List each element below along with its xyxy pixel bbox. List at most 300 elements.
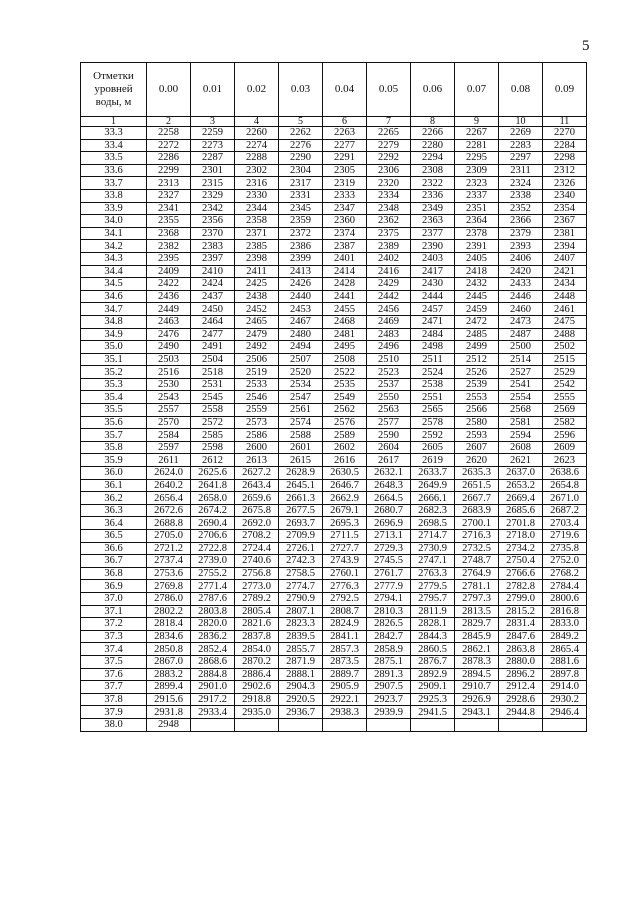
- table-row: [81, 404, 587, 417]
- table-row: [81, 492, 587, 505]
- header-cell: 0.04: [323, 63, 367, 117]
- value-cell: 2926.9: [455, 693, 499, 706]
- value-cell: 2719.6: [543, 530, 587, 543]
- value-cell: 2433: [499, 278, 543, 291]
- value-cell: 2274: [235, 139, 279, 152]
- value-cell: [235, 718, 279, 731]
- value-cell: 2852.4: [191, 643, 235, 656]
- value-cell: 2641.8: [191, 479, 235, 492]
- value-cell: 2421: [543, 265, 587, 278]
- value-cell: 2771.4: [191, 580, 235, 593]
- value-cell: 2534: [279, 378, 323, 391]
- value-cell: 2434: [543, 278, 587, 291]
- value-cell: 2390: [411, 240, 455, 253]
- value-cell: 2301: [191, 164, 235, 177]
- value-cell: 2729.3: [367, 542, 411, 555]
- value-cell: 2695.3: [323, 517, 367, 530]
- value-cell: 2619: [411, 454, 455, 467]
- value-cell: 2574: [279, 416, 323, 429]
- value-cell: 2329: [191, 189, 235, 202]
- value-cell: 2378: [455, 227, 499, 240]
- value-cell: 2467: [279, 315, 323, 328]
- value-cell: 2794.1: [367, 592, 411, 605]
- value-cell: 2452: [235, 303, 279, 316]
- value-cell: 2661.3: [279, 492, 323, 505]
- value-cell: 2797.3: [455, 592, 499, 605]
- level-cell: 35.4: [81, 391, 147, 404]
- value-cell: 2755.2: [191, 567, 235, 580]
- table-row: [81, 189, 587, 202]
- value-cell: 2922.1: [323, 693, 367, 706]
- value-cell: 2713.1: [367, 530, 411, 543]
- value-cell: 2453: [279, 303, 323, 316]
- value-cell: 2273: [191, 139, 235, 152]
- value-cell: 2444: [411, 290, 455, 303]
- column-number-cell: 10: [499, 117, 543, 127]
- value-cell: 2901.0: [191, 681, 235, 694]
- header-cell: 0.01: [191, 63, 235, 117]
- value-cell: 2356: [191, 215, 235, 228]
- value-cell: 2280: [411, 139, 455, 152]
- value-cell: 2658.0: [191, 492, 235, 505]
- value-cell: 2463: [147, 315, 191, 328]
- value-cell: 2568: [499, 404, 543, 417]
- value-cell: 2441: [323, 290, 367, 303]
- value-cell: 2690.4: [191, 517, 235, 530]
- value-cell: 2803.8: [191, 605, 235, 618]
- value-cell: 2403: [411, 252, 455, 265]
- value-cell: 2352: [499, 202, 543, 215]
- value-cell: 2508: [323, 353, 367, 366]
- level-cell: 35.1: [81, 353, 147, 366]
- value-cell: 2389: [367, 240, 411, 253]
- value-cell: 2674.2: [191, 504, 235, 517]
- value-cell: 2910.7: [455, 681, 499, 694]
- value-cell: 2518: [191, 366, 235, 379]
- value-cell: 2842.7: [367, 630, 411, 643]
- value-cell: 2747.1: [411, 555, 455, 568]
- value-cell: 2494: [279, 341, 323, 354]
- value-cell: 2330: [235, 189, 279, 202]
- value-cell: 2333: [323, 189, 367, 202]
- value-cell: 2495: [323, 341, 367, 354]
- table-row: [81, 353, 587, 366]
- level-cell: 36.2: [81, 492, 147, 505]
- value-cell: 2527: [499, 366, 543, 379]
- value-cell: 2768.2: [543, 567, 587, 580]
- table-row: [81, 643, 587, 656]
- level-cell: 37.5: [81, 655, 147, 668]
- column-number-cell: 3: [191, 117, 235, 127]
- value-cell: 2557: [147, 404, 191, 417]
- level-cell: 38.0: [81, 718, 147, 731]
- value-cell: 2936.7: [279, 706, 323, 719]
- value-cell: 2742.3: [279, 555, 323, 568]
- value-cell: 2601: [279, 441, 323, 454]
- level-cell: 36.7: [81, 555, 147, 568]
- table-row: [81, 252, 587, 265]
- value-cell: 2615: [279, 454, 323, 467]
- value-cell: 2506: [235, 353, 279, 366]
- value-cell: 2267: [455, 127, 499, 140]
- value-cell: 2407: [543, 252, 587, 265]
- value-cell: 2808.7: [323, 605, 367, 618]
- value-cell: 2598: [191, 441, 235, 454]
- value-cell: 2554: [499, 391, 543, 404]
- value-cell: 2824.9: [323, 618, 367, 631]
- value-cell: 2776.3: [323, 580, 367, 593]
- value-cell: 2753.6: [147, 567, 191, 580]
- table-row: [81, 378, 587, 391]
- level-cell: 35.7: [81, 429, 147, 442]
- value-cell: 2364: [455, 215, 499, 228]
- value-cell: 2337: [455, 189, 499, 202]
- level-cell: 37.2: [81, 618, 147, 631]
- value-cell: 2580: [455, 416, 499, 429]
- value-cell: 2327: [147, 189, 191, 202]
- table-row: [81, 177, 587, 190]
- value-cell: 2894.5: [455, 668, 499, 681]
- header-cell: 0.06: [411, 63, 455, 117]
- value-cell: 2422: [147, 278, 191, 291]
- value-cell: 2375: [367, 227, 411, 240]
- value-cell: 2281: [455, 139, 499, 152]
- level-cell: 36.9: [81, 580, 147, 593]
- value-cell: 2935.0: [235, 706, 279, 719]
- value-cell: 2600: [235, 441, 279, 454]
- value-cell: 2401: [323, 252, 367, 265]
- value-cell: 2374: [323, 227, 367, 240]
- value-cell: 2849.2: [543, 630, 587, 643]
- column-number-row: [81, 117, 587, 127]
- value-cell: 2450: [191, 303, 235, 316]
- column-number-cell: 1: [81, 117, 147, 127]
- value-cell: 2553: [455, 391, 499, 404]
- value-cell: 2526: [455, 366, 499, 379]
- value-cell: 2727.7: [323, 542, 367, 555]
- value-cell: 2519: [235, 366, 279, 379]
- value-cell: 2424: [191, 278, 235, 291]
- table-row: [81, 479, 587, 492]
- value-cell: 2915.6: [147, 693, 191, 706]
- table-row: [81, 504, 587, 517]
- value-cell: [455, 718, 499, 731]
- level-cell: 34.8: [81, 315, 147, 328]
- value-cell: 2592: [411, 429, 455, 442]
- value-cell: 2386: [279, 240, 323, 253]
- value-cell: 2529: [543, 366, 587, 379]
- value-cell: 2693.7: [279, 517, 323, 530]
- value-cell: 2440: [279, 290, 323, 303]
- level-cell: 37.0: [81, 592, 147, 605]
- value-cell: 2492: [235, 341, 279, 354]
- value-cell: 2948: [147, 718, 191, 731]
- value-cell: 2437: [191, 290, 235, 303]
- value-cell: 2563: [367, 404, 411, 417]
- value-cell: 2578: [411, 416, 455, 429]
- value-cell: 2371: [235, 227, 279, 240]
- value-cell: 2876.7: [411, 655, 455, 668]
- value-cell: 2816.8: [543, 605, 587, 618]
- level-cell: 33.5: [81, 152, 147, 165]
- value-cell: 2886.4: [235, 668, 279, 681]
- header-cell: Отметки уровней воды, м: [81, 63, 147, 117]
- value-cell: 2545: [191, 391, 235, 404]
- value-cell: 2593: [455, 429, 499, 442]
- header-cell: 0.07: [455, 63, 499, 117]
- value-cell: 2341: [147, 202, 191, 215]
- value-cell: 2737.4: [147, 555, 191, 568]
- value-cell: 2782.8: [499, 580, 543, 593]
- value-cell: 2504: [191, 353, 235, 366]
- value-cell: 2391: [455, 240, 499, 253]
- value-cell: 2387: [323, 240, 367, 253]
- value-cell: 2460: [499, 303, 543, 316]
- level-cell: 36.5: [81, 530, 147, 543]
- page-number: 5: [582, 38, 590, 54]
- value-cell: 2543: [147, 391, 191, 404]
- value-cell: 2933.4: [191, 706, 235, 719]
- value-cell: 2834.6: [147, 630, 191, 643]
- value-cell: 2625.6: [191, 467, 235, 480]
- value-cell: 2259: [191, 127, 235, 140]
- level-cell: 36.4: [81, 517, 147, 530]
- value-cell: 2510: [367, 353, 411, 366]
- value-cell: 2624.0: [147, 467, 191, 480]
- value-cell: 2649.9: [411, 479, 455, 492]
- value-cell: 2358: [235, 215, 279, 228]
- value-cell: 2393: [499, 240, 543, 253]
- value-cell: 2790.9: [279, 592, 323, 605]
- value-cell: 2461: [543, 303, 587, 316]
- value-cell: 2769.8: [147, 580, 191, 593]
- table-row: [81, 202, 587, 215]
- value-cell: 2743.9: [323, 555, 367, 568]
- value-cell: 2847.6: [499, 630, 543, 643]
- value-cell: 2703.4: [543, 517, 587, 530]
- table-row: [81, 152, 587, 165]
- value-cell: 2904.3: [279, 681, 323, 694]
- value-cell: 2446: [499, 290, 543, 303]
- table-row: [81, 441, 587, 454]
- value-cell: 2664.5: [367, 492, 411, 505]
- value-cell: 2833.0: [543, 618, 587, 631]
- value-cell: 2313: [147, 177, 191, 190]
- column-number-cell: 11: [543, 117, 587, 127]
- column-number-cell: 9: [455, 117, 499, 127]
- value-cell: 2555: [543, 391, 587, 404]
- value-cell: 2787.6: [191, 592, 235, 605]
- table-row: [81, 240, 587, 253]
- value-cell: 2774.7: [279, 580, 323, 593]
- table-row: [81, 454, 587, 467]
- value-cell: 2351: [455, 202, 499, 215]
- value-cell: 2763.3: [411, 567, 455, 580]
- level-cell: 34.3: [81, 252, 147, 265]
- value-cell: 2399: [279, 252, 323, 265]
- value-cell: 2306: [367, 164, 411, 177]
- value-cell: [411, 718, 455, 731]
- value-cell: 2784.4: [543, 580, 587, 593]
- value-cell: 2943.1: [455, 706, 499, 719]
- table-row: [81, 366, 587, 379]
- value-cell: 2475: [543, 315, 587, 328]
- value-cell: 2512: [455, 353, 499, 366]
- value-cell: 2802.2: [147, 605, 191, 618]
- header-cell: 0.09: [543, 63, 587, 117]
- value-cell: 2811.9: [411, 605, 455, 618]
- value-cell: 2616: [323, 454, 367, 467]
- value-cell: 2773.0: [235, 580, 279, 593]
- level-cell: 36.8: [81, 567, 147, 580]
- level-cell: 34.2: [81, 240, 147, 253]
- level-cell: 37.3: [81, 630, 147, 643]
- value-cell: 2818.4: [147, 618, 191, 631]
- value-cell: 2269: [499, 127, 543, 140]
- value-cell: 2531: [191, 378, 235, 391]
- value-cell: 2688.8: [147, 517, 191, 530]
- value-cell: 2485: [455, 328, 499, 341]
- value-cell: 2499: [455, 341, 499, 354]
- value-cell: 2465: [235, 315, 279, 328]
- value-cell: 2304: [279, 164, 323, 177]
- level-cell: 33.6: [81, 164, 147, 177]
- value-cell: 2481: [323, 328, 367, 341]
- value-cell: 2459: [455, 303, 499, 316]
- value-cell: 2617: [367, 454, 411, 467]
- value-cell: 2286: [147, 152, 191, 165]
- level-cell: 34.1: [81, 227, 147, 240]
- value-cell: 2756.8: [235, 567, 279, 580]
- table-row: [81, 303, 587, 316]
- value-cell: 2854.0: [235, 643, 279, 656]
- value-cell: [279, 718, 323, 731]
- value-cell: 2359: [279, 215, 323, 228]
- level-cell: 35.3: [81, 378, 147, 391]
- value-cell: 2535: [323, 378, 367, 391]
- value-cell: 2514: [499, 353, 543, 366]
- value-cell: 2685.6: [499, 504, 543, 517]
- level-cell: 37.6: [81, 668, 147, 681]
- column-number-cell: 4: [235, 117, 279, 127]
- value-cell: 2360: [323, 215, 367, 228]
- value-cell: 2878.3: [455, 655, 499, 668]
- value-cell: 2581: [499, 416, 543, 429]
- value-cell: 2272: [147, 139, 191, 152]
- value-cell: 2292: [367, 152, 411, 165]
- value-cell: 2604: [367, 441, 411, 454]
- value-cell: 2480: [279, 328, 323, 341]
- value-cell: 2416: [367, 265, 411, 278]
- level-cell: 36.1: [81, 479, 147, 492]
- value-cell: 2368: [147, 227, 191, 240]
- value-cell: 2813.5: [455, 605, 499, 618]
- level-cell: 37.1: [81, 605, 147, 618]
- value-cell: 2858.9: [367, 643, 411, 656]
- value-cell: 2370: [191, 227, 235, 240]
- value-cell: 2411: [235, 265, 279, 278]
- value-cell: 2721.2: [147, 542, 191, 555]
- table-row: [81, 517, 587, 530]
- level-cell: 33.8: [81, 189, 147, 202]
- value-cell: 2875.1: [367, 655, 411, 668]
- value-cell: 2584: [147, 429, 191, 442]
- value-cell: 2594: [499, 429, 543, 442]
- value-cell: 2748.7: [455, 555, 499, 568]
- value-cell: 2320: [367, 177, 411, 190]
- value-cell: 2656.4: [147, 492, 191, 505]
- value-cell: 2471: [411, 315, 455, 328]
- value-cell: 2917.2: [191, 693, 235, 706]
- value-cell: 2283: [499, 139, 543, 152]
- value-cell: 2823.3: [279, 618, 323, 631]
- level-cell: 35.8: [81, 441, 147, 454]
- value-cell: 2511: [411, 353, 455, 366]
- value-cell: 2718.0: [499, 530, 543, 543]
- value-cell: 2883.2: [147, 668, 191, 681]
- table-row: [81, 328, 587, 341]
- value-cell: 2381: [543, 227, 587, 240]
- table-row: [81, 567, 587, 580]
- column-number-cell: 7: [367, 117, 411, 127]
- value-cell: 2857.3: [323, 643, 367, 656]
- value-cell: 2558: [191, 404, 235, 417]
- value-cell: 2258: [147, 127, 191, 140]
- level-cell: 33.9: [81, 202, 147, 215]
- level-cell: 34.4: [81, 265, 147, 278]
- value-cell: 2372: [279, 227, 323, 240]
- value-cell: 2311: [499, 164, 543, 177]
- value-cell: 2294: [411, 152, 455, 165]
- value-cell: 2476: [147, 328, 191, 341]
- value-cell: 2312: [543, 164, 587, 177]
- value-cell: 2938.3: [323, 706, 367, 719]
- value-cell: 2533: [235, 378, 279, 391]
- value-cell: 2931.8: [147, 706, 191, 719]
- value-cell: 2648.3: [367, 479, 411, 492]
- value-cell: 2542: [543, 378, 587, 391]
- column-number-cell: 8: [411, 117, 455, 127]
- value-cell: 2363: [411, 215, 455, 228]
- value-cell: 2750.4: [499, 555, 543, 568]
- level-cell: 35.2: [81, 366, 147, 379]
- table-row: [81, 265, 587, 278]
- value-cell: 2379: [499, 227, 543, 240]
- level-cell: 35.9: [81, 454, 147, 467]
- value-cell: 2590: [367, 429, 411, 442]
- value-cell: 2705.0: [147, 530, 191, 543]
- value-cell: 2383: [191, 240, 235, 253]
- value-cell: 2792.5: [323, 592, 367, 605]
- value-cell: 2569: [543, 404, 587, 417]
- value-cell: 2541: [499, 378, 543, 391]
- value-cell: 2336: [411, 189, 455, 202]
- value-cell: 2355: [147, 215, 191, 228]
- value-cell: 2907.5: [367, 681, 411, 694]
- value-cell: 2612: [191, 454, 235, 467]
- table-row: [81, 605, 587, 618]
- table-row: [81, 164, 587, 177]
- value-cell: 2445: [455, 290, 499, 303]
- value-cell: 2464: [191, 315, 235, 328]
- value-cell: 2442: [367, 290, 411, 303]
- value-cell: 2382: [147, 240, 191, 253]
- value-cell: 2620: [455, 454, 499, 467]
- value-cell: 2546: [235, 391, 279, 404]
- value-cell: 2726.1: [279, 542, 323, 555]
- value-cell: 2566: [455, 404, 499, 417]
- table-row: [81, 429, 587, 442]
